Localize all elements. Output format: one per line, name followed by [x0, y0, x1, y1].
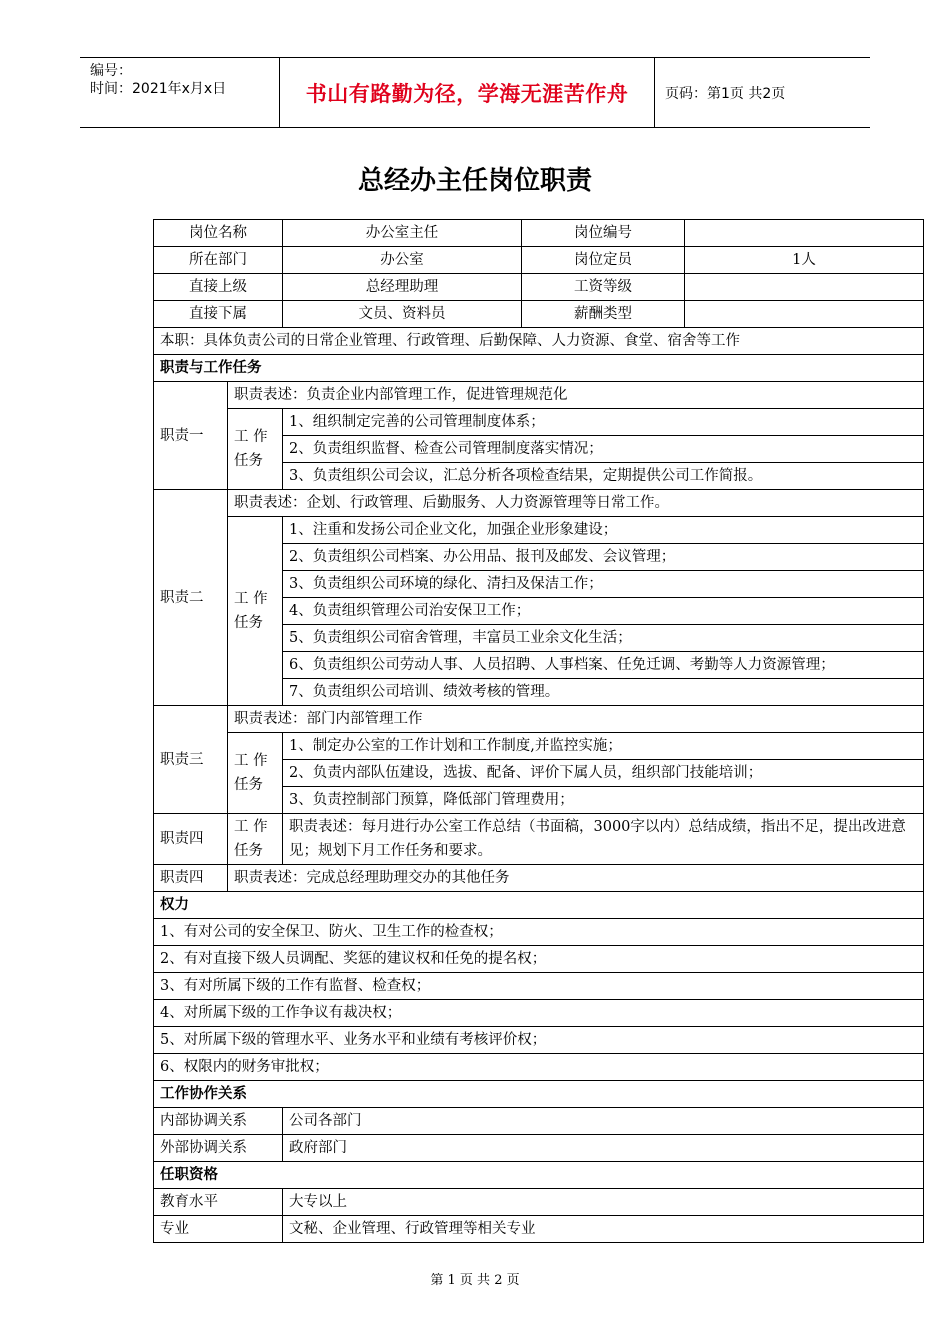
duty-label: 职责一: [154, 382, 228, 490]
page-footer: 第 1 页 共 2 页: [430, 1273, 520, 1288]
info-value: [685, 274, 924, 301]
task-item: 3、负责控制部门预算，降低部门管理费用；: [283, 787, 924, 814]
info-row: [154, 247, 924, 274]
task-item: 2、负责组织监督、检查公司管理制度落实情况；: [283, 436, 924, 463]
header-meta: [80, 58, 280, 127]
authority-item: 3、有对所属下级的工作有监督、检查权；: [154, 973, 924, 1000]
info-value: 1人: [685, 247, 924, 274]
authority-item: 5、对所属下级的管理水平、业务水平和业绩有考核评价权；: [154, 1027, 924, 1054]
task-item: 3、负责组织公司会议，汇总分析各项检查结果，定期提供公司工作简报。: [283, 463, 924, 490]
duty-desc: 职责表述：企划、行政管理、后勤服务、人力资源管理等日常工作。: [228, 490, 924, 517]
duty-label: 职责四: [154, 865, 228, 892]
info-label: 薪酬类型: [522, 301, 685, 328]
info-value: 文员、资料员: [283, 301, 522, 328]
task-label: 工 作 任务: [228, 733, 283, 814]
header-motto: 书山有路勤为径，学海无涯苦作舟: [280, 58, 655, 127]
page-header: [80, 57, 870, 128]
section-heading: 权力: [154, 892, 924, 919]
task-item: 2、负责内部队伍建设，选拔、配备、评价下属人员，组织部门技能培训；: [283, 760, 924, 787]
info-value: 办公室主任: [283, 220, 522, 247]
section-heading: 任职资格: [154, 1162, 924, 1189]
info-label: 工资等级: [522, 274, 685, 301]
info-value: 办公室: [283, 247, 522, 274]
duty-desc: 职责表述：部门内部管理工作: [228, 706, 924, 733]
task-item: 4、负责组织管理公司治安保卫工作；: [283, 598, 924, 625]
info-label: 岗位定员: [522, 247, 685, 274]
coop-value: 公司各部门: [283, 1108, 924, 1135]
coop-label: 外部协调关系: [154, 1135, 283, 1162]
qual-label: 专业: [154, 1216, 283, 1243]
duty-label: 职责三: [154, 706, 228, 814]
task-item: 2、负责组织公司档案、办公用品、报刊及邮发、会议管理；: [283, 544, 924, 571]
task-item: 1、注重和发扬公司企业文化，加强企业形象建设；: [283, 517, 924, 544]
time-label: 时间：2021年x月x日: [90, 81, 227, 97]
info-value: 总经理助理: [283, 274, 522, 301]
qual-value: 文秘、企业管理、行政管理等相关专业: [283, 1216, 924, 1243]
task-item: 5、负责组织公司宿舍管理，丰富员工业余文化生活；: [283, 625, 924, 652]
info-label: 直接上级: [154, 274, 283, 301]
qual-value: 大专以上: [283, 1189, 924, 1216]
info-row: [154, 220, 924, 247]
header-page-label: 页码：第1页 共2页: [665, 85, 786, 102]
duty-desc: 职责表述：负责企业内部管理工作，促进管理规范化: [228, 382, 924, 409]
qual-label: 教育水平: [154, 1189, 283, 1216]
info-label: 直接下属: [154, 301, 283, 328]
task-label: 工 作 任务: [228, 409, 283, 490]
section-heading: 工作协作关系: [154, 1081, 924, 1108]
task-item: 3、负责组织公司环境的绿化、清扫及保洁工作；: [283, 571, 924, 598]
task-label: 工 作 任务: [228, 814, 283, 865]
section-heading: 职责与工作任务: [154, 355, 924, 382]
info-row: [154, 274, 924, 301]
coop-label: 内部协调关系: [154, 1108, 283, 1135]
info-value: [685, 301, 924, 328]
info-row: [154, 301, 924, 328]
job-description-table: [153, 219, 924, 1243]
duty-label: 职责二: [154, 490, 228, 706]
task-item: 6、负责组织公司劳动人事、人员招聘、人事档案、任免迁调、考勤等人力资源管理；: [283, 652, 924, 679]
page-title: 总经办主任岗位职责: [357, 166, 592, 196]
duty-label: 职责四: [154, 814, 228, 865]
info-label: 所在部门: [154, 247, 283, 274]
authority-item: 1、有对公司的安全保卫、防火、卫生工作的检查权；: [154, 919, 924, 946]
coop-value: 政府部门: [283, 1135, 924, 1162]
job-summary: 本职：具体负责公司的日常企业管理、行政管理、后勤保障、人力资源、食堂、宿舍等工作: [154, 328, 924, 355]
authority-item: 2、有对直接下级人员调配、奖惩的建议权和任免的提名权；: [154, 946, 924, 973]
authority-item: 4、对所属下级的工作争议有裁决权；: [154, 1000, 924, 1027]
task-label: 工 作 任务: [228, 517, 283, 706]
duty-desc: 职责表述：每月进行办公室工作总结（书面稿，3000字以内）总结成绩，指出不足，提出改进意见；规划下月工作任务和要求。: [283, 814, 924, 865]
task-item: 1、制定办公室的工作计划和工作制度,并监控实施；: [283, 733, 924, 760]
info-value: [685, 220, 924, 247]
number-label: 编号：: [90, 63, 132, 79]
task-item: 7、负责组织公司培训、绩效考核的管理。: [283, 679, 924, 706]
info-label: 岗位编号: [522, 220, 685, 247]
task-item: 1、组织制定完善的公司管理制度体系；: [283, 409, 924, 436]
authority-item: 6、权限内的财务审批权；: [154, 1054, 924, 1081]
duty-desc: 职责表述：完成总经理助理交办的其他任务: [228, 865, 924, 892]
info-label: 岗位名称: [154, 220, 283, 247]
